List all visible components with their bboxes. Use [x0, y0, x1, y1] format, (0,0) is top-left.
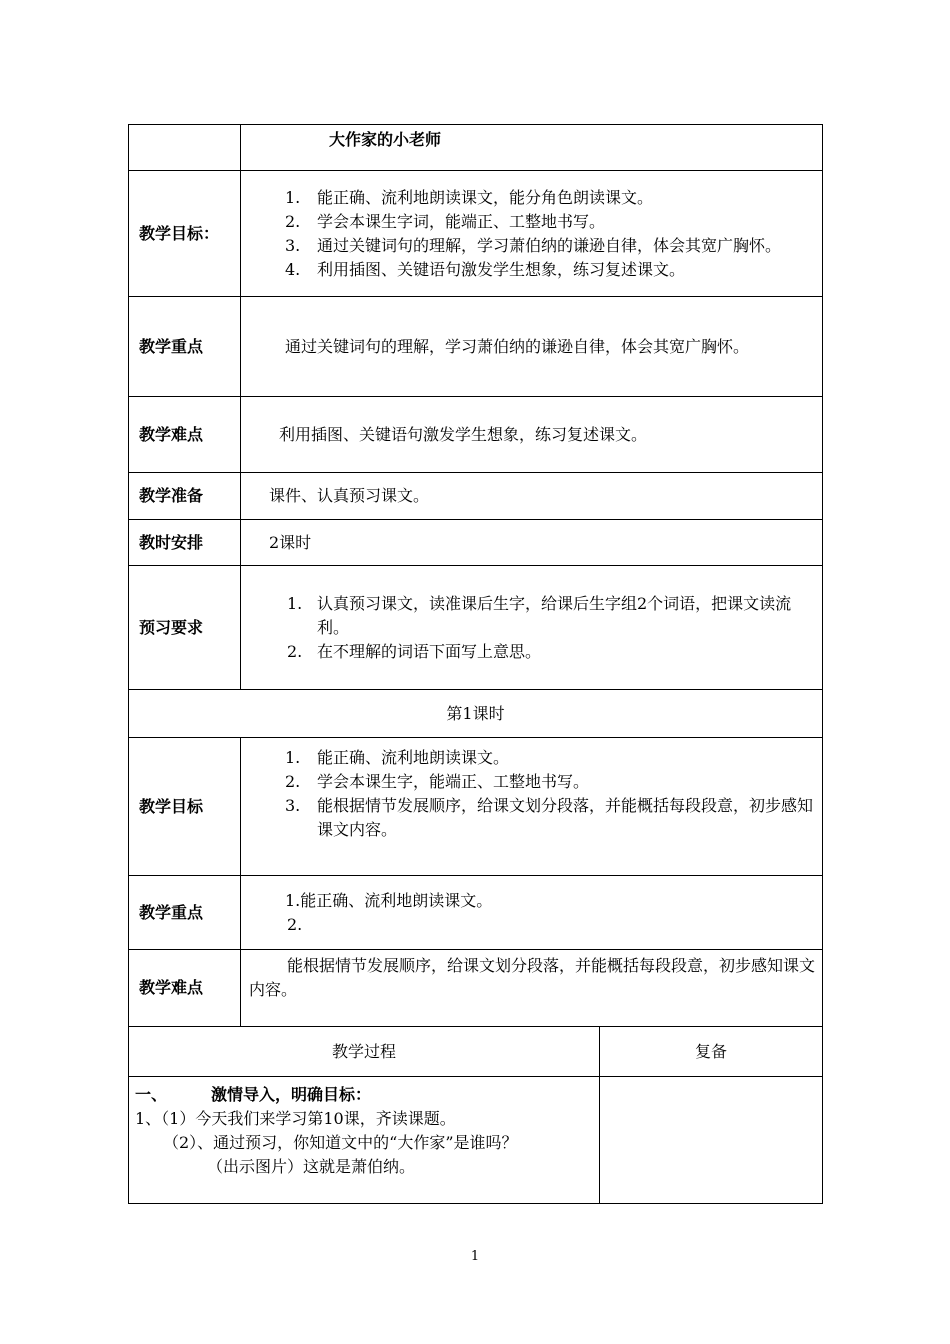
lesson1-difficulty-label: 教学难点 [129, 950, 241, 1027]
item-text: 能正确、流利地朗读课文。 [317, 748, 510, 767]
title-cell [241, 125, 823, 171]
lesson1-key-row [129, 876, 823, 950]
item-number: 3. [285, 796, 301, 815]
process-heading-number: 一、 [135, 1085, 168, 1104]
item-text: 认真预习课文，读准课后生字，给课后生字组2个词语，把课文读流利。 [317, 593, 792, 637]
item-text: 利用插图、关键语句激发学生想象，练习复述课文。 [317, 259, 686, 279]
difficulty-content [241, 397, 823, 473]
preview-label: 预习要求 [129, 566, 241, 690]
lesson1-heading: 第1课时 [129, 690, 823, 738]
key-text: 通过关键词句的理解，学习萧伯纳的谦逊自律，体会其宽广胸怀。 [285, 336, 750, 356]
prep-label: 教学准备 [129, 473, 241, 520]
title-label-cell [129, 125, 241, 171]
prep-text: 课件、认真预习课文。 [269, 486, 430, 505]
item-text: 在不理解的词语下面写上意思。 [317, 641, 542, 661]
item-number: 2. [285, 211, 301, 231]
lesson1-difficulty-content [241, 950, 823, 1027]
title-row [129, 125, 823, 171]
item-number: 1. [285, 187, 301, 207]
preview-row [129, 566, 823, 690]
review-content [600, 1077, 823, 1204]
item-number: 1. [287, 593, 303, 613]
item-number: 2. [285, 772, 301, 791]
process-line1: 1、（1）今天我们来学习第10课，齐读课题。 [135, 1109, 456, 1128]
difficulty-text: 利用插图、关键语句激发学生想象，练习复述课文。 [279, 424, 648, 444]
lesson1-goals-row [129, 738, 823, 876]
process-heading [135, 1083, 595, 1107]
schedule-content [241, 520, 823, 566]
lesson1-key-line1: 1.能正确、流利地朗读课文。 [285, 890, 493, 910]
prep-content [241, 473, 823, 520]
list-item [241, 770, 822, 794]
key-label: 教学重点 [129, 297, 241, 397]
list-item [241, 234, 822, 258]
goals-row [129, 171, 823, 297]
lesson1-key-content [241, 876, 823, 950]
key-content [241, 297, 823, 397]
goals-label: 教学目标： [129, 171, 241, 297]
key-row [129, 297, 823, 397]
lesson1-difficulty-row [129, 950, 823, 1027]
process-heading-text: 激情导入，明确目标： [211, 1085, 372, 1104]
list-item [241, 186, 822, 210]
lesson-plan-table [128, 124, 823, 1204]
item-text: 学会本课生字，能端正、工整地书写。 [317, 772, 590, 791]
lesson1-key-label: 教学重点 [129, 876, 241, 950]
list-item [241, 794, 822, 842]
lesson1-goals-content [241, 738, 823, 876]
process-line3: （出示图片）这就是萧伯纳。 [207, 1157, 416, 1176]
process-content [129, 1077, 600, 1204]
prep-row [129, 473, 823, 520]
item-number: 1. [285, 748, 301, 767]
lesson1-goals-label: 教学目标 [129, 738, 241, 876]
item-number: 2. [287, 641, 303, 661]
difficulty-label: 教学难点 [129, 397, 241, 473]
list-item [241, 592, 822, 640]
item-number: 4. [285, 259, 301, 279]
process-header: 教学过程 [129, 1027, 600, 1077]
list-item [241, 746, 822, 770]
lesson-title: 大作家的小老师 [329, 130, 442, 149]
process-header-row [129, 1027, 823, 1077]
list-item [241, 640, 822, 664]
preview-list [241, 592, 822, 664]
lesson1-heading-row [129, 690, 823, 738]
item-text: 能根据情节发展顺序，给课文划分段落，并能概括每段段意，初步感知课文内容。 [317, 796, 814, 839]
difficulty-row [129, 397, 823, 473]
item-text: 通过关键词句的理解，学习萧伯纳的谦逊自律，体会其宽广胸怀。 [317, 235, 782, 255]
preview-content [241, 566, 823, 690]
goals-content [241, 171, 823, 297]
schedule-row [129, 520, 823, 566]
goals-list [241, 186, 822, 282]
page-number: 1 [470, 1249, 480, 1264]
lesson1-goals-list [241, 746, 822, 842]
process-line2: （2）、通过预习，你知道文中的“大作家”是谁吗？ [163, 1133, 518, 1152]
lesson1-key-line2: 2. [287, 914, 303, 934]
process-row [129, 1077, 823, 1204]
item-text: 学会本课生字词，能端正、工整地书写。 [317, 211, 606, 231]
item-number: 3. [285, 235, 301, 255]
lesson1-difficulty-text: 能根据情节发展顺序，给课文划分段落，并能概括每段段意，初步感知课文内容。 [249, 956, 816, 999]
list-item [241, 258, 822, 282]
item-text: 能正确、流利地朗读课文，能分角色朗读课文。 [317, 187, 654, 207]
list-item [241, 210, 822, 234]
schedule-text: 2课时 [269, 532, 312, 552]
review-header: 复备 [600, 1027, 823, 1077]
schedule-label: 教时安排 [129, 520, 241, 566]
